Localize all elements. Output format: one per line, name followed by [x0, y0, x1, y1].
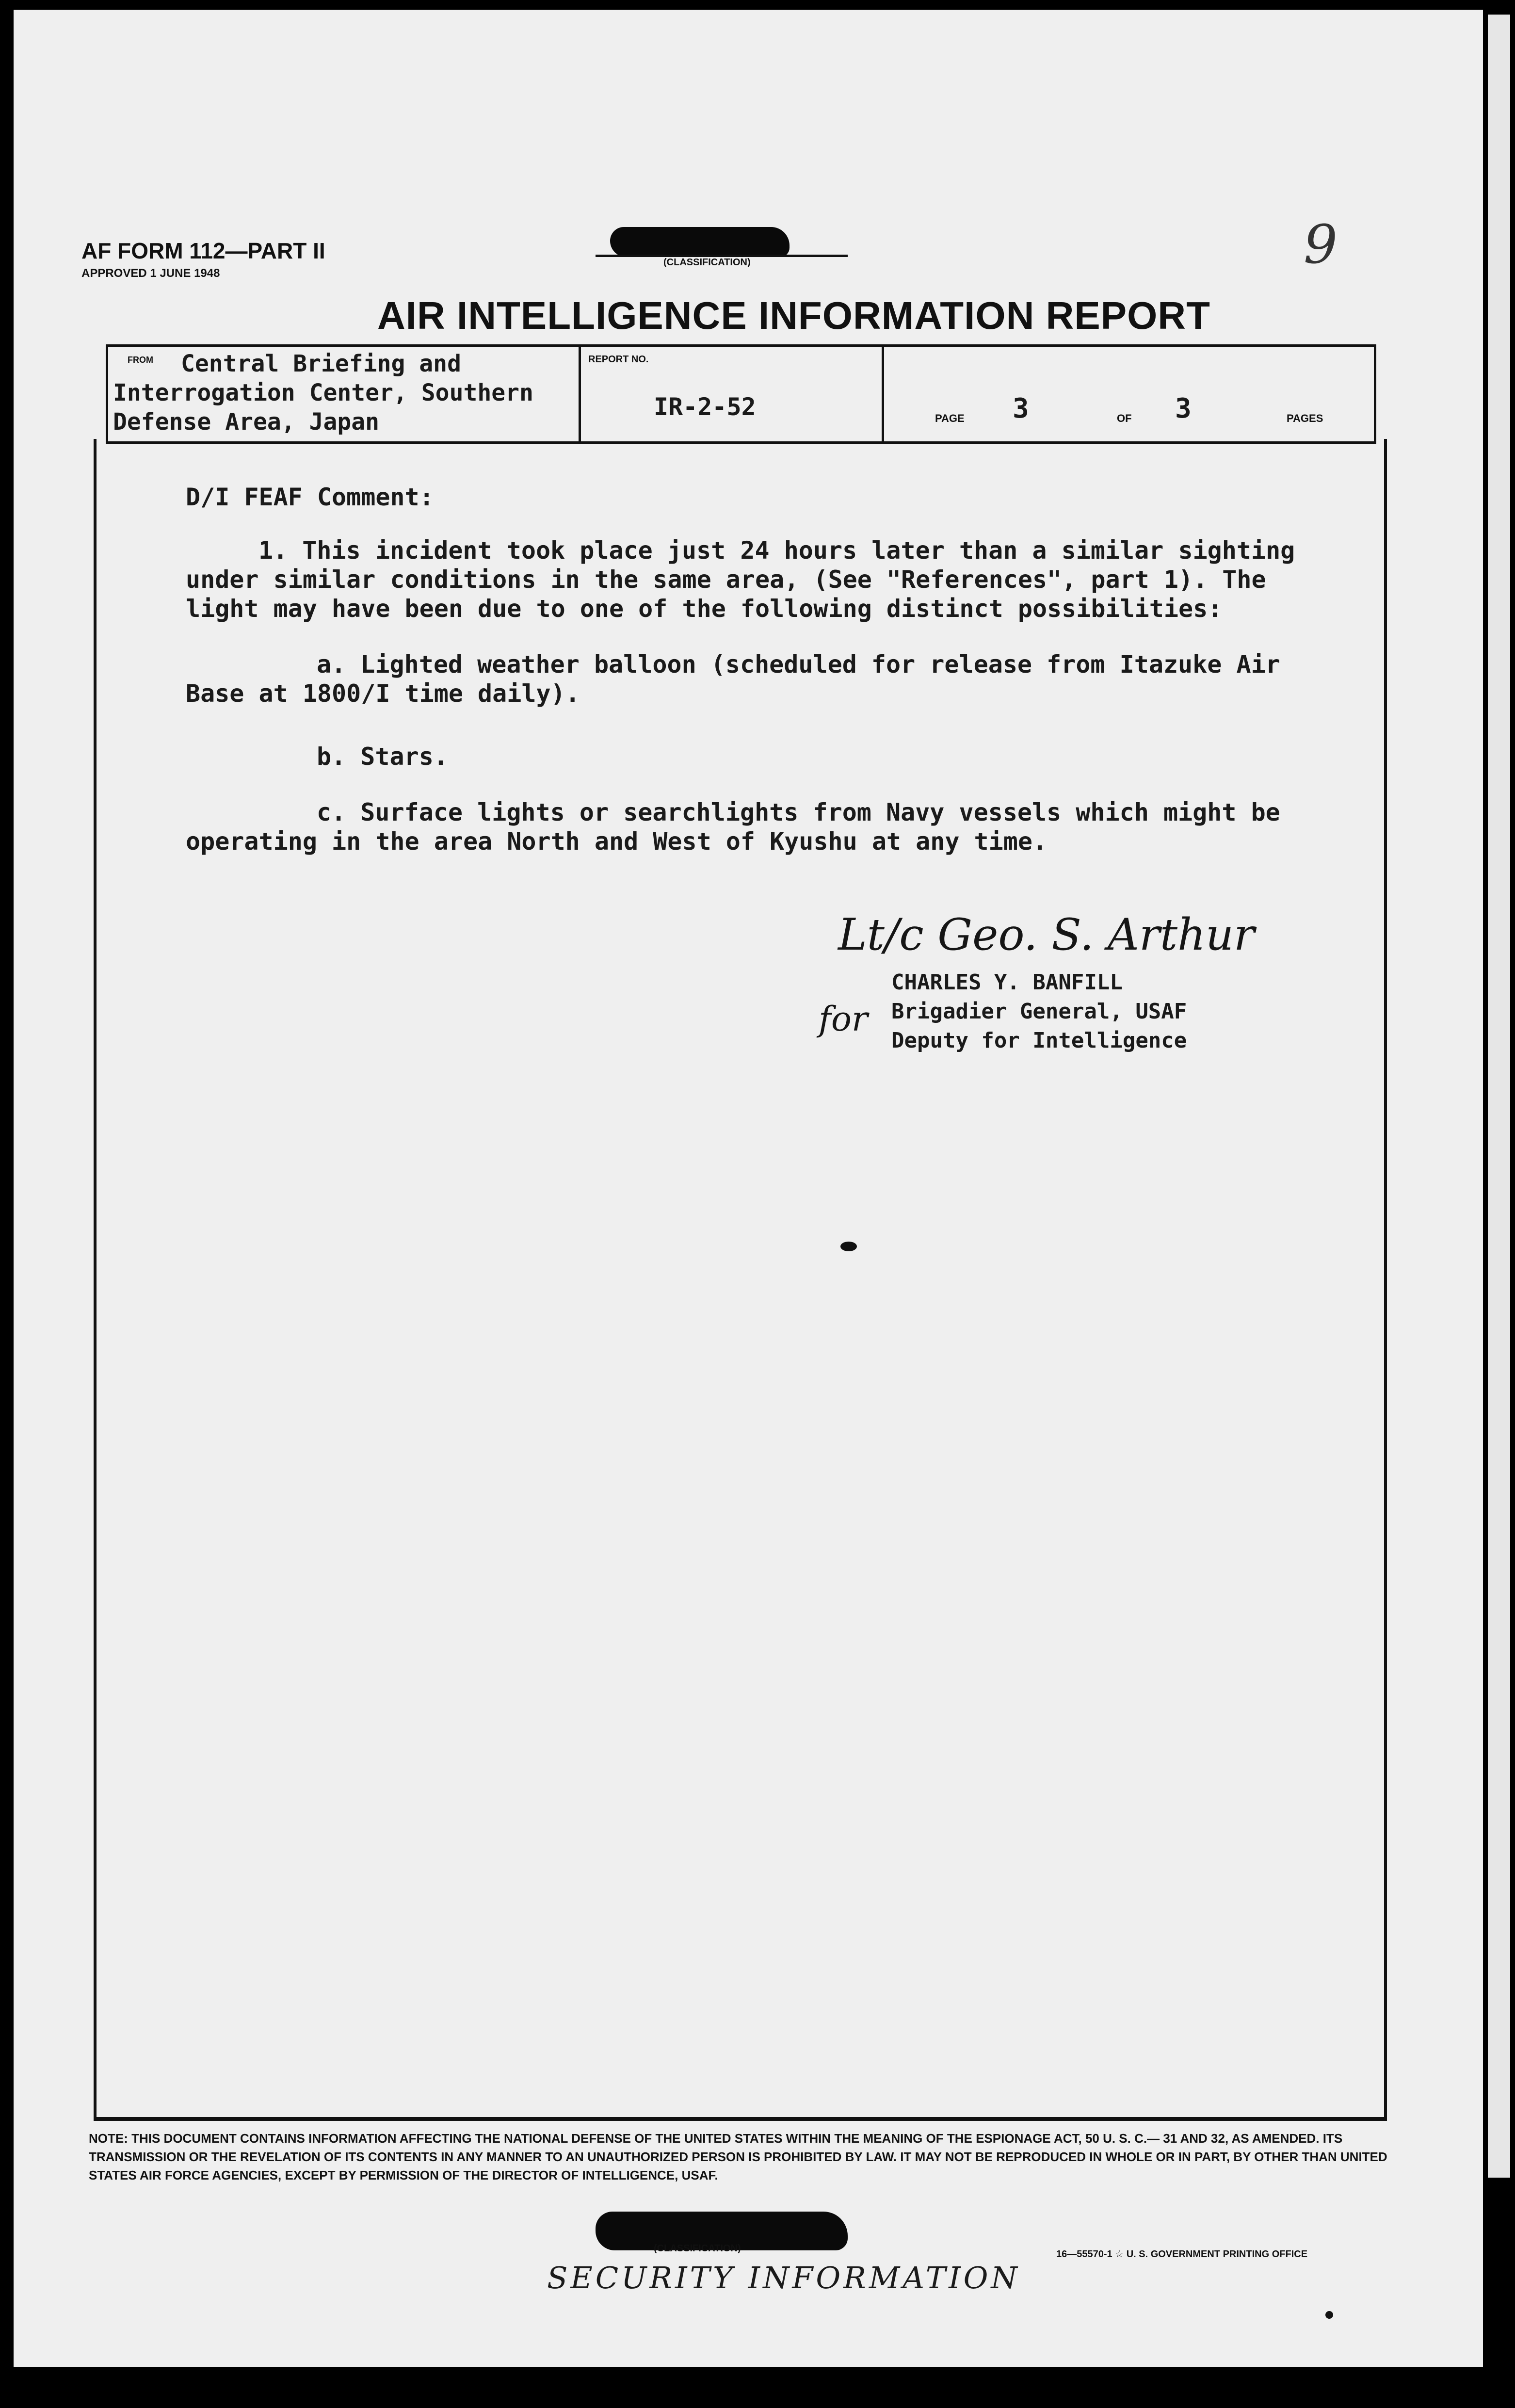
scan-edge-bar [1488, 15, 1510, 2178]
form-number: AF FORM 112—PART II [81, 238, 325, 263]
classification-label-bottom: (CLASSIFICATION) [654, 2243, 741, 2254]
gpo-imprint: 16—55570-1 ☆ U. S. GOVERNMENT PRINTING OFFICE [1056, 2249, 1308, 2260]
paragraph-a [186, 650, 1280, 708]
paragraph-1-line-1: 1. This incident took place just 24 hours later than a similar sighting [258, 536, 1295, 565]
handwritten-security-information: SECURITY INFORMATION [547, 2260, 1020, 2295]
report-no-label: REPORT NO. [588, 354, 649, 365]
signer-title: Deputy for Intelligence [891, 1028, 1187, 1053]
from-field [113, 349, 533, 436]
classification-redaction-top [610, 227, 790, 257]
report-no-value: IR-2-52 [654, 393, 756, 421]
espionage-act-note: NOTE: THIS DOCUMENT CONTAINS INFORMATION AFFECTING THE NATIONAL DEFENSE OF THE UNITED STATES WITHIN THE MEANING OF THE ESPIONAGE ACT, 50 U. S. C.— 31 AND 32, AS AMENDED. ITS TRANSMISSION OR THE REVELATION OF ITS CONTENTS IN ANY MANNER TO AN UNAUTHORIZED PERSON IS PROHIBITED BY LAW. IT MAY NOT BE REPRODUCED IN WHOLE OR IN PART, BY OTHER THAN UNITED STATES AIR FORCE AGENCIES, EXCEPT BY PERMISSION OF THE DIRECTOR OF INTELLIGENCE, USAF. [89, 2131, 1387, 2182]
scan-edge-strip [1484, 0, 1515, 2408]
of-label: OF [1117, 412, 1132, 424]
ink-dot-bottom [1325, 2311, 1333, 2319]
from-label: FROM [128, 355, 153, 365]
from-line-2: Interrogation Center, Southern [113, 379, 533, 406]
pages-label: PAGES [1287, 412, 1323, 424]
ink-spot [840, 1242, 857, 1251]
paragraph-b-line-1: b. Stars. [317, 743, 448, 771]
classification-label-top: (CLASSIFICATION) [663, 257, 751, 268]
paragraph-1-line-2: under similar conditions in the same area, (See "References", part 1). The [186, 566, 1266, 594]
header-divider-2 [882, 344, 884, 441]
signer-name: CHARLES Y. BANFILL [891, 970, 1123, 995]
paragraph-b [186, 742, 448, 771]
header-divider-1 [579, 344, 581, 441]
paragraph-c-line-1: c. Surface lights or searchlights from Navy vessels which might be [317, 798, 1280, 826]
paragraph-a-line-2: Base at 1800/I time daily). [186, 679, 580, 708]
of-value: 3 [1175, 393, 1192, 424]
form-approved-date: APPROVED 1 JUNE 1948 [81, 267, 220, 280]
paragraph-1 [186, 536, 1295, 623]
paragraph-c-line-2: operating in the area North and West of Kyushu at any time. [186, 827, 1048, 856]
handwritten-page-mark: 9 [1304, 213, 1338, 275]
report-title: AIR INTELLIGENCE INFORMATION REPORT [377, 294, 1210, 337]
page-value: 3 [1013, 393, 1029, 424]
paragraph-1-line-3: light may have been due to one of the following distinct possibilities: [186, 595, 1223, 623]
signer-rank: Brigadier General, USAF [891, 999, 1187, 1024]
paragraph-a-line-1: a. Lighted weather balloon (scheduled for release from Itazuke Air [317, 650, 1280, 679]
paper-sheet [14, 10, 1483, 2367]
signature-for-mark: for [819, 999, 868, 1039]
page-label: PAGE [935, 412, 965, 424]
handwritten-signature: Lt/c Geo. S. Arthur [838, 909, 1255, 960]
from-line-3: Defense Area, Japan [113, 408, 380, 436]
comment-heading: D/I FEAF Comment: [186, 483, 434, 511]
paragraph-c [186, 798, 1280, 856]
from-line-1: Central Briefing and [181, 350, 461, 377]
